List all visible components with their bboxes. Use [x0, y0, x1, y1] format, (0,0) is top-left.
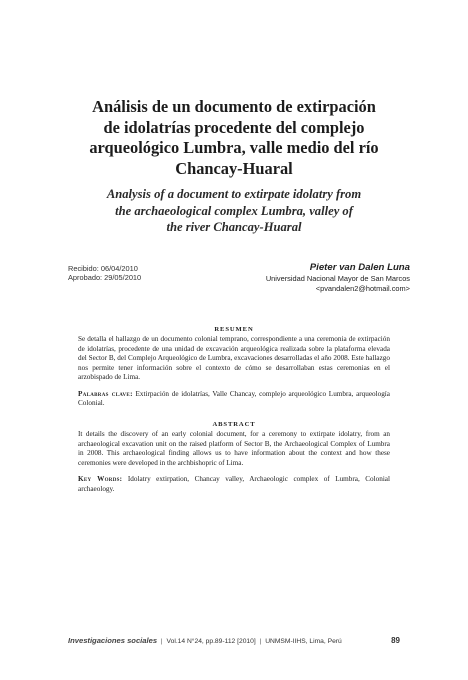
approved-date: Aprobado: 29/05/2010 — [68, 273, 142, 283]
abstract-text: It details the discovery of an early colonial document, for a ceremony to extirpate idolatry, from an archaeological excavation unit on the raised platform of Sector B, the Archaeological Complex of Lumbra in 2008. This archaeological finding allows us to have information about the context and how these ceremonies were developed in the archbishopric of Lima. — [78, 430, 390, 467]
author-affiliation: Universidad Nacional Mayor de San Marcos — [265, 274, 410, 283]
resumen-keywords-label: Palabras clave: — [78, 389, 133, 398]
received-date: Recibido: 06/04/2010 — [68, 264, 138, 273]
resumen-keywords — [78, 390, 390, 409]
abstract-keywords-label: Key Words: — [78, 475, 123, 484]
footer-separator: | — [160, 638, 163, 645]
journal-publisher: UNMSM-IIHS, Lima, Perú — [265, 638, 342, 645]
submission-dates — [68, 264, 141, 283]
abstract-keywords-text: Idolatry extirpation, Chancay valley, Archaeologic complex of Lumbra, Colonial archaeology. — [78, 475, 390, 493]
title-english: Analysis of a document to extirpate idolatry from the archaeological complex Lumbra, valley of the river Chancay-Huaral — [106, 187, 362, 234]
resumen-section — [78, 325, 390, 409]
title-spanish: Análisis de un documento de extirpación de idolatrías procedente del complejo arqueológico Lumbra, valle medio del río Chancay-Huaral — [89, 97, 379, 178]
resumen-text: Se detalla el hallazgo de un documento colonial temprano, correspondiente a una ceremonia de extirpación de idolatrías, procedente de una unidad de excavación arqueológica realizada sobre la plataforma elevada del Sector B, del Complejo Arqueológico de Lumbra, excavaciones desarrolladas el año 2008. Este hallazgo nos permite tener información sobre el contexto de cómo se desarrollaban estas ceremonias en el arzobispado de Lima. — [78, 335, 390, 382]
resumen-heading: RESUMEN — [214, 326, 254, 333]
abstract-heading: ABSTRACT — [212, 421, 256, 428]
abstract-section — [78, 420, 390, 494]
author-name: Pieter van Dalen Luna — [309, 262, 410, 273]
author-email[interactable]: <pvandalen2@hotmail.com> — [315, 283, 410, 293]
journal-volume: Vol.14 N°24, pp.89-112 [2010] — [166, 638, 256, 645]
page-number: 89 — [391, 636, 400, 645]
footer-separator: | — [259, 638, 262, 645]
author-block — [266, 262, 410, 293]
page-footer — [68, 635, 400, 647]
resumen-keywords-text: Extirpación de idolatrías, Valle Chancay, complejo arqueológico Lumbra, arqueología Colonial. — [78, 389, 390, 408]
journal-name: Investigaciones sociales — [68, 636, 158, 645]
abstract-keywords — [78, 475, 390, 494]
